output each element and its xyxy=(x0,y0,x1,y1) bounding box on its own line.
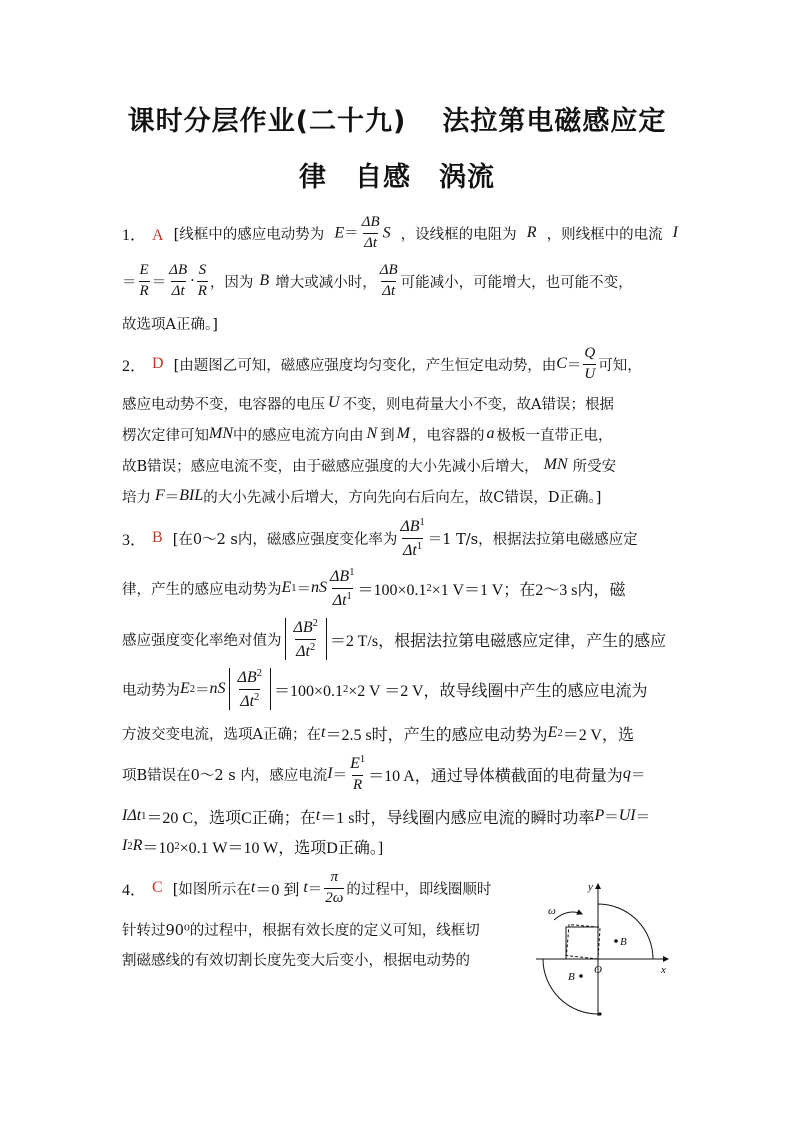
field-boundary-lower-left xyxy=(543,959,598,1014)
q1-number: 1． xyxy=(122,226,147,244)
q3-equals: ＝ xyxy=(195,682,210,699)
q2-var-m: M xyxy=(396,425,410,442)
q4-var-t: t xyxy=(303,879,308,896)
fraction-denominator: U xyxy=(584,365,596,382)
q2-line-2 xyxy=(122,392,678,414)
field-dot-upper xyxy=(614,939,618,943)
q2-text: 的大小先减小后增大，方向先向右后向左，故C错误，D正确。] xyxy=(203,489,602,506)
q1-text: 增大或减小时， xyxy=(275,274,377,291)
subscript: 1 xyxy=(141,810,147,822)
q3-number: 3． xyxy=(122,531,147,549)
fraction-denominator: Δt xyxy=(171,282,185,299)
q2-equals: ＝ xyxy=(164,489,180,506)
fraction-numerator: Q xyxy=(584,344,596,361)
superscript: 2 xyxy=(174,840,180,852)
fraction-denominator: R xyxy=(353,777,363,794)
q3-var-i: I xyxy=(122,807,128,824)
q3-equals: ＝ xyxy=(630,767,646,784)
q3-text: ×2 V ＝2 V，故导线圈中产生的感应电流为 xyxy=(348,682,648,700)
page-title-line-2 xyxy=(0,155,794,194)
q2-var-mn: MN xyxy=(209,425,233,442)
q3-text: ＝10 xyxy=(142,839,175,857)
fraction-denominator: 2ω xyxy=(325,889,344,906)
q3-var-p: P xyxy=(594,807,605,824)
superscript: 1 xyxy=(349,566,355,578)
q3-absolute-value xyxy=(229,668,271,711)
q2-var-u: U xyxy=(328,394,340,411)
superscript: 2 xyxy=(342,683,349,695)
q2-equals: ＝ xyxy=(566,357,582,374)
q2-text: 故B错误；感应电流不变，由于磁感应强度的大小先减小后增大， xyxy=(122,458,539,475)
q3-text: 项B错误在0～2 s 内，感应电流 xyxy=(122,767,328,784)
q1-line-2 xyxy=(122,259,678,303)
q3-equals: ＝ xyxy=(332,767,348,784)
q4-number: 4． xyxy=(122,881,147,899)
q4-equals: ＝ xyxy=(307,881,323,898)
q2-text: 所受安 xyxy=(572,458,617,475)
title-part-3: 律 xyxy=(299,162,327,193)
superscript: 1 xyxy=(419,516,425,528)
q1-text: ，则线框中的电流 xyxy=(546,226,663,243)
q3-fraction-db2-dt2 xyxy=(293,618,319,661)
q2-number: 2． xyxy=(122,357,147,375)
q3-var-t: t xyxy=(320,724,326,741)
rotating-frame-figure xyxy=(528,876,684,1024)
page-title-line-1 xyxy=(0,99,794,138)
q4-text: 针转过90⁰的过程中，根据有效长度的定义可知，线框切 xyxy=(122,922,480,939)
title-part-4: 自感 xyxy=(355,162,411,193)
fraction-denominator: R xyxy=(139,282,149,299)
q2-line-3 xyxy=(122,423,678,445)
q1-line-1 xyxy=(122,211,678,255)
title-part-1: 课时分层作业(二十九) xyxy=(127,106,407,137)
superscript: 2 xyxy=(127,840,133,852)
q2-text: 到 xyxy=(380,427,395,444)
q2-text: [由题图乙可知，磁感应强度均匀变化，产生恒定电动势，由 xyxy=(173,357,557,374)
fraction-numerator: ΔB xyxy=(379,261,398,278)
q3-line-3 xyxy=(122,616,678,662)
q3-text: ×0.1 W＝10 W，选项D正确。] xyxy=(179,839,384,857)
omega-label: ω xyxy=(548,905,556,917)
q1-fraction-db-dt xyxy=(168,263,188,300)
q3-text: ＝10 A，通过导体横截面的电荷量为 xyxy=(368,767,623,785)
q4-text: ＝0 到 xyxy=(255,881,300,899)
origin-label: O xyxy=(594,964,602,976)
y-axis-label: y xyxy=(588,881,593,893)
superscript: 2 xyxy=(312,617,318,629)
q4-var-t: t xyxy=(250,879,256,896)
q1-text: 故选项A正确。] xyxy=(122,316,218,333)
q1-equals: ＝ xyxy=(122,274,137,291)
q2-text: 感应电动势不变，电容器的电压 xyxy=(122,396,325,413)
q3-text: [在0～2 s内，磁感应强度变化率为 xyxy=(172,531,398,548)
q3-text: ＝2 V，选 xyxy=(562,726,634,744)
q2-line-5 xyxy=(122,485,678,507)
q1-dot: · xyxy=(190,273,195,289)
q3-text: ＝1 s时，导线圈内感应电流的瞬时功率 xyxy=(320,809,595,827)
field-b-label-lower: B xyxy=(568,971,575,983)
q1-text: ，设线框的电阻为 xyxy=(400,226,517,243)
subscript: 1 xyxy=(291,582,297,594)
q3-var-ns: nS xyxy=(311,579,328,596)
q3-equals: ＝ xyxy=(635,809,651,826)
wire-frame-rotated xyxy=(552,910,615,973)
x-axis-label: x xyxy=(661,964,666,976)
fraction-numerator: ΔB xyxy=(237,668,257,686)
q1-fraction-db-dt xyxy=(379,263,399,300)
q3-answer: B xyxy=(152,529,163,546)
q2-answer: D xyxy=(152,355,164,372)
fraction-denominator: Δt xyxy=(296,642,310,660)
q3-var-e: E xyxy=(281,579,292,596)
q1-fraction-e-r xyxy=(139,263,150,300)
q3-line-8 xyxy=(122,835,678,857)
q3-absolute-value xyxy=(285,618,327,661)
q3-text: ＝100×0.1 xyxy=(357,581,427,599)
q3-text: 律，产生的感应电动势为 xyxy=(122,581,282,598)
fraction-denominator: Δt xyxy=(382,282,396,299)
q1-var-b: B xyxy=(259,272,270,289)
fraction-numerator: E xyxy=(139,261,149,278)
fraction-denominator: Δt xyxy=(332,591,347,609)
fraction-numerator: ΔB xyxy=(293,618,313,636)
q2-fraction-q-u xyxy=(583,346,596,383)
q1-fraction-s-r xyxy=(197,263,208,300)
q3-fraction-db1-dt1 xyxy=(329,567,355,610)
field-b-label-upper: B xyxy=(620,936,627,948)
fraction-numerator: ΔB xyxy=(400,517,420,535)
fraction-numerator: E xyxy=(350,755,360,773)
q2-var-mn: MN xyxy=(543,456,568,473)
q2-text: 可知， xyxy=(598,357,642,374)
superscript: 1 xyxy=(416,540,423,552)
superscript: 2 xyxy=(254,691,260,703)
subscript: 2 xyxy=(557,727,563,739)
q3-var-r: R xyxy=(132,837,143,854)
q1-text: 可能减小，可能增大，也可能不变， xyxy=(400,274,633,291)
fraction-numerator: ΔB xyxy=(361,213,380,230)
subscript: 2 xyxy=(189,683,196,695)
q1-text: ，因为 xyxy=(209,274,254,291)
q3-line-7 xyxy=(122,805,678,827)
q3-text: ×1 V＝1 V；在2～3 s内，磁 xyxy=(431,581,626,599)
q3-line-6 xyxy=(122,752,678,796)
field-dot-edge xyxy=(598,1012,601,1015)
q1-text: [线框中的感应电动势为 xyxy=(173,226,325,243)
q2-var-n: N xyxy=(366,425,378,442)
q3-var-i: I xyxy=(122,837,128,854)
title-part-2: 法拉第电磁感应定 xyxy=(442,106,667,137)
fraction-denominator: R xyxy=(197,282,207,299)
q2-text: 中的感应电流方向由 xyxy=(233,427,364,444)
q4-answer: C xyxy=(152,879,163,896)
rotation-arrow xyxy=(554,912,582,920)
fraction-numerator: S xyxy=(198,261,207,278)
q3-var-e: E xyxy=(547,724,558,741)
q2-text: 不变，则电荷量大小不变，故A错误；根据 xyxy=(342,396,615,413)
figure-drawing xyxy=(528,876,684,1024)
q3-line-1 xyxy=(122,516,678,560)
fraction-denominator: Δt xyxy=(240,692,255,710)
q3-text: ＝100×0.1 xyxy=(273,682,343,700)
fraction-numerator: ΔB xyxy=(169,261,188,278)
q4-text: [如图所示在 xyxy=(172,881,251,898)
q2-line-1 xyxy=(122,342,678,386)
q3-text: 感应强度变化率绝对值为 xyxy=(122,632,282,649)
q3-var-dt: Δt xyxy=(127,807,142,824)
fraction-numerator: ΔB xyxy=(330,567,350,585)
q2-text: ，电容器的 xyxy=(412,427,485,444)
q4-line-1 xyxy=(122,866,526,910)
q4-fraction-pi-2omega xyxy=(324,870,344,907)
q1-equals: ＝ xyxy=(151,274,167,291)
q3-text: ＝2.5 s时，产生的感应电动势为 xyxy=(325,726,548,744)
field-dot-lower xyxy=(579,974,583,978)
q3-text: 方波交变电流，选项A正确；在 xyxy=(122,726,321,743)
q3-var-q: q xyxy=(622,765,631,782)
q2-var-a: a xyxy=(486,425,495,442)
q1-var-s: S xyxy=(382,224,391,241)
q3-fraction-e1-r xyxy=(349,754,366,794)
q2-var-c: C xyxy=(556,355,567,372)
fraction-denominator: Δt xyxy=(403,541,417,559)
q3-var-ns: nS xyxy=(209,680,226,697)
q3-var-e: E xyxy=(180,680,190,697)
q1-var-i: I xyxy=(672,224,678,241)
q3-var-ui: UI xyxy=(618,807,636,824)
wire-frame xyxy=(566,927,598,959)
q1-equals: ＝ xyxy=(344,225,359,241)
q2-line-4 xyxy=(122,454,678,476)
q1-var-r: R xyxy=(526,224,537,241)
q4-text: 的过程中，即线圈顺时 xyxy=(346,881,492,898)
superscript: 2 xyxy=(426,582,432,594)
q1-answer: A xyxy=(152,226,164,244)
q3-var-i: I xyxy=(327,765,333,782)
title-part-5: 涡流 xyxy=(439,162,495,193)
q3-equals: ＝ xyxy=(604,809,619,826)
q2-var-bil: BIL xyxy=(179,487,204,504)
field-boundary-upper-right xyxy=(598,904,653,959)
superscript: 1 xyxy=(346,590,352,602)
q2-text: 楞次定律可知 xyxy=(122,427,209,444)
q3-fraction-db2-dt2 xyxy=(237,668,263,711)
q2-var-f: F xyxy=(155,487,165,504)
superscript: 2 xyxy=(256,667,262,679)
q4-line-2 xyxy=(122,918,526,940)
q3-var-t: t xyxy=(315,807,321,824)
fraction-numerator: π xyxy=(330,868,339,885)
q3-text: ＝2 T/s，根据法拉第电磁感应定律，产生的感应 xyxy=(329,632,667,650)
superscript: 2 xyxy=(310,641,316,653)
q2-text: 极板一直带正电， xyxy=(496,427,613,444)
q4-text: 割磁感线的有效切割长度先变大后变小，根据电动势的 xyxy=(122,952,470,969)
q1-fraction-db-dt xyxy=(361,215,381,252)
q3-line-2 xyxy=(122,566,678,610)
superscript: 1 xyxy=(359,754,366,766)
q1-var-e: E xyxy=(334,224,345,241)
q1-line-3 xyxy=(122,312,678,334)
q3-line-4 xyxy=(122,666,678,712)
q3-text: 电动势为 xyxy=(122,682,180,699)
q3-text: ＝1 T/s，根据法拉第电磁感应定 xyxy=(427,531,638,548)
q2-text: 培力 xyxy=(122,489,151,506)
q3-equals: ＝ xyxy=(296,581,312,598)
fraction-denominator: Δt xyxy=(364,234,378,251)
q3-fraction-db1-dt1 xyxy=(399,517,425,560)
q3-text: ＝20 C，选项C正确；在 xyxy=(146,809,316,827)
q3-line-5 xyxy=(122,722,678,744)
q4-line-3 xyxy=(122,948,526,970)
